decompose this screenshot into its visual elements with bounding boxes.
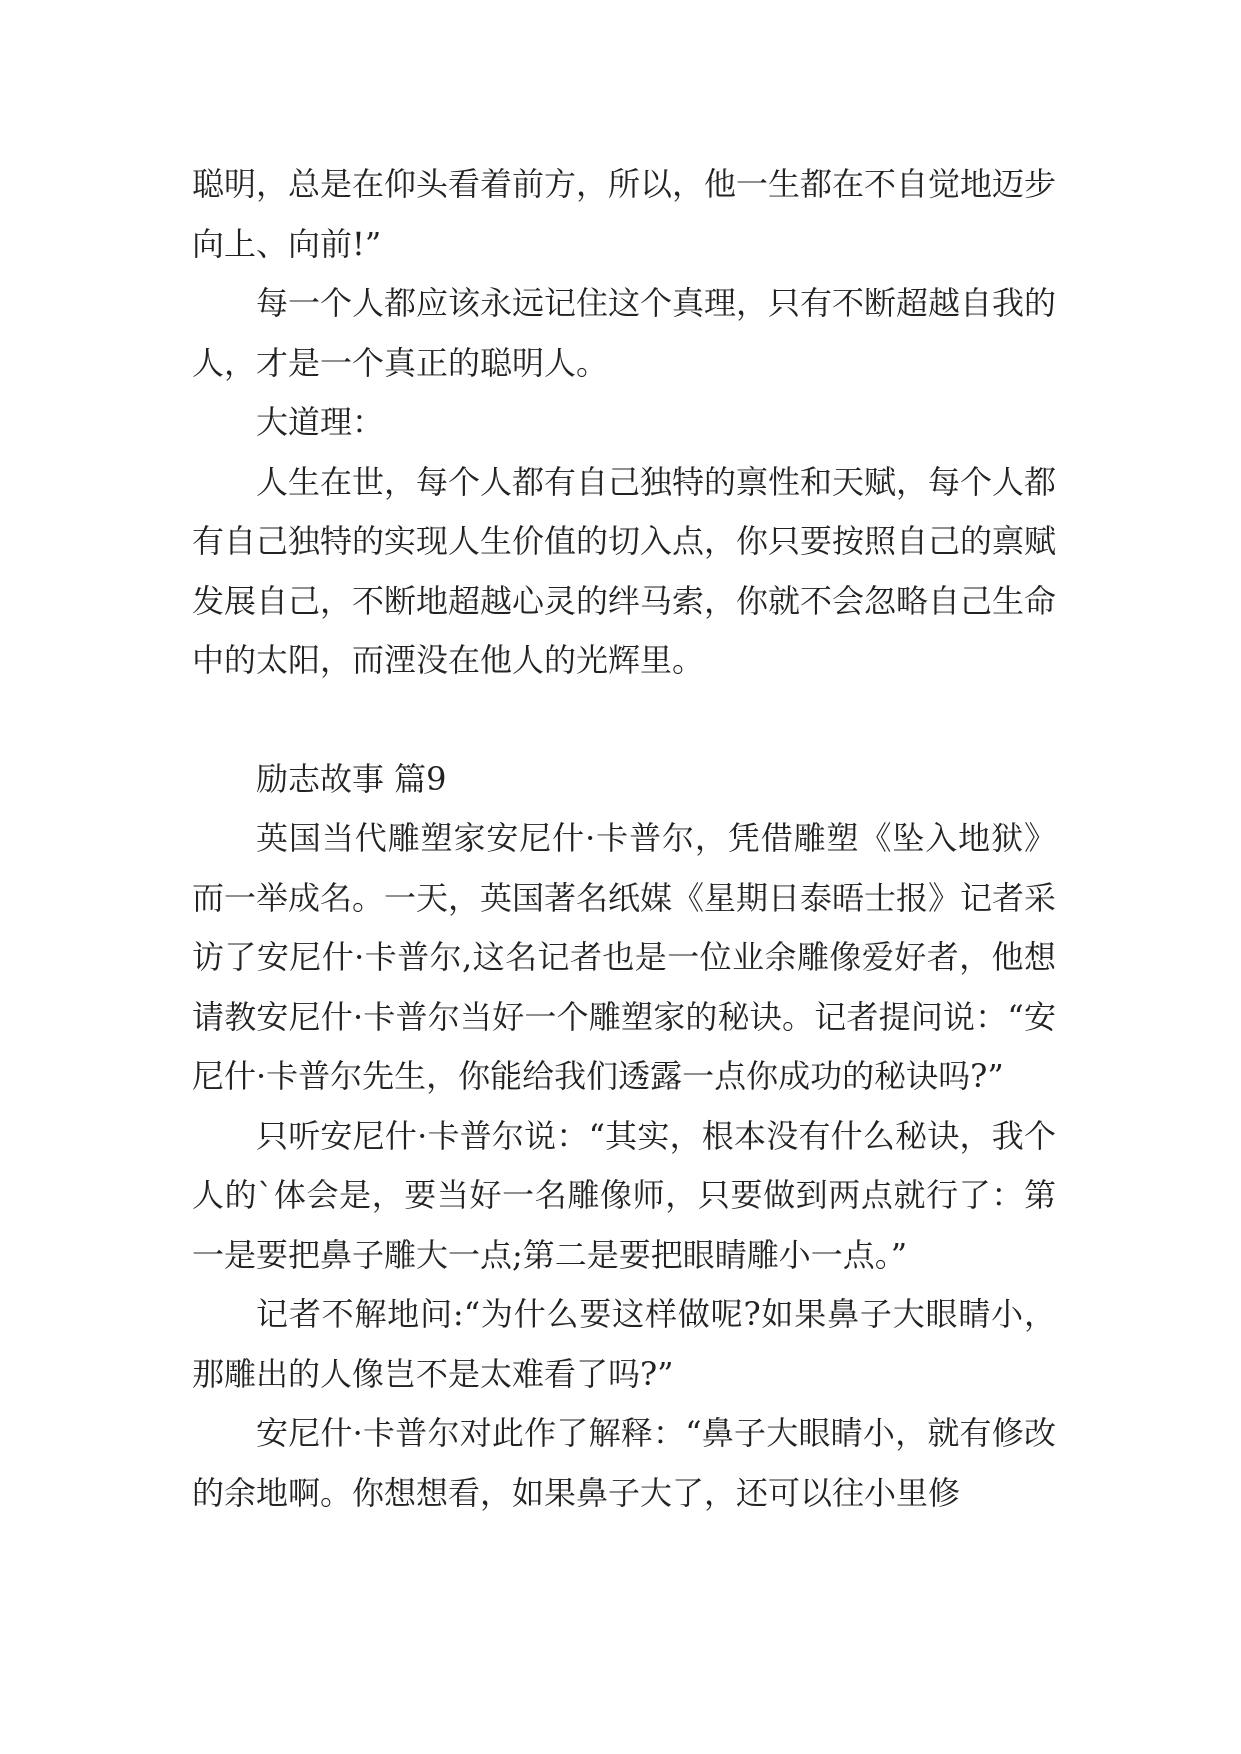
document-body <box>192 155 1056 1523</box>
paragraph-moral: 人生在世，每个人都有自己独特的禀性和天赋，每个人都有自己独特的实现人生价值的切入点，你只要按照自己的禀赋发展自己，不断地超越心灵的绊马索，你就不会忽略自己生命中的太阳，而湮没在他人的光辉里。 <box>192 462 1057 679</box>
paragraph-question: 记者不解地问:“为什么要这样做呢?如果鼻子大眼睛小，那雕出的人像岂不是太难看了吗?” <box>192 1295 1056 1393</box>
paragraph-explanation: 安尼什·卡普尔对此作了解释：“鼻子大眼睛小，就有修改的余地啊。你想想看，如果鼻子大了，还可以往小里修 <box>192 1414 1056 1512</box>
paragraph-truth: 每一个人都应该永远记住这个真理，只有不断超越自我的人，才是一个真正的聪明人。 <box>192 284 1057 382</box>
paragraph-moral-label: 大道理： <box>256 403 385 441</box>
paragraph-answer: 只听安尼什·卡普尔说：“其实，根本没有什么秘诀，我个人的`体会是，要当好一名雕像师，只要做到两点就行了：第一是要把鼻子雕大一点;第二是要把眼睛雕小一点。” <box>192 1116 1056 1274</box>
paragraph-intro: 英国当代雕塑家安尼什·卡普尔，凭借雕塑《坠入地狱》而一举成名。一天，英国著名纸媒《星期日泰晤士报》记者采访了安尼什·卡普尔,这名记者也是一位业余雕像爱好者，他想请教安尼什·卡普尔当好一个雕塑家的秘诀。记者提问说：“安尼什·卡普尔先生，你能给我们透露一点你成功的秘诀吗?” <box>192 819 1057 1095</box>
story-heading: 励志故事 篇9 <box>256 759 447 798</box>
paragraph-continuation: 聪明，总是在仰头看着前方，所以，他一生都在不自觉地迈步向上、向前!” <box>192 165 1057 263</box>
section-gap <box>192 691 1056 750</box>
